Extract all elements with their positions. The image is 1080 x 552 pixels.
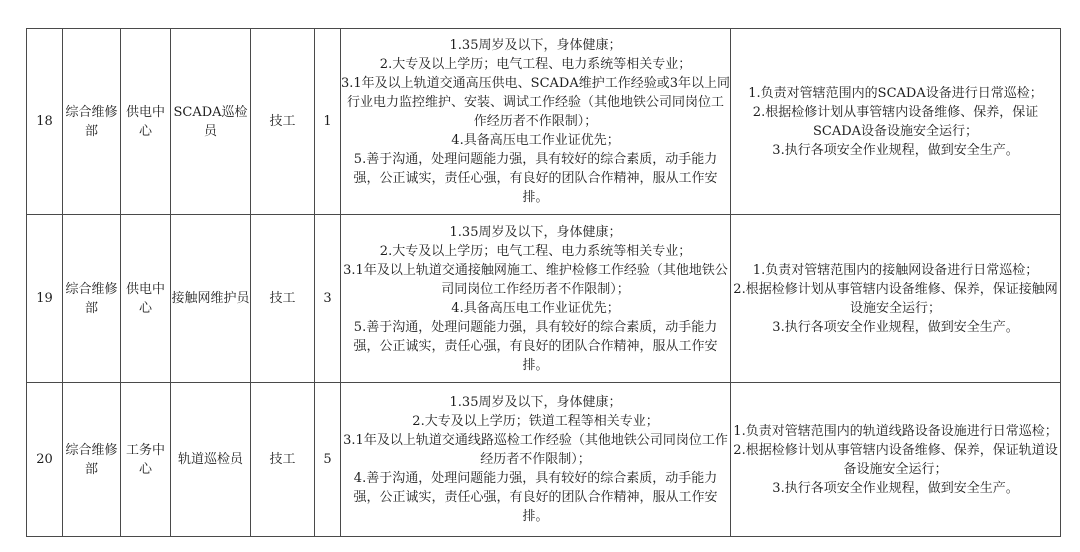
position-cell: 轨道巡检员: [171, 383, 251, 537]
position-cell: SCADA巡检员: [171, 29, 251, 215]
department-cell: 综合维修部: [63, 215, 121, 383]
category-cell: 技工: [251, 29, 315, 215]
duty-item: 1.负责对管辖范围内的接触网设备进行日常巡检；: [752, 262, 1039, 278]
center-cell: 工务中心: [121, 383, 171, 537]
category-cell: 技工: [251, 215, 315, 383]
table-row-18: [27, 29, 1061, 215]
headcount-cell: 3: [315, 215, 341, 383]
position-cell: 接触网维护员: [171, 215, 251, 383]
requirement-item: 4.善于沟通，处理问题能力强，具有较好的综合素质，动手能力强，公正诚实，责任心强，有良好的团队合作精神，服从工作安排。: [353, 471, 718, 524]
category-cell: 技工: [251, 383, 315, 537]
headcount-cell: 5: [315, 383, 341, 537]
headcount-cell: 1: [315, 29, 341, 215]
department-cell: 综合维修部: [63, 29, 121, 215]
duty-item: 3.执行各项安全作业规程，做到安全生产。: [772, 142, 1019, 158]
requirement-item: 4.具备高压电工作业证优先；: [451, 300, 620, 316]
table-row-20: [27, 383, 1061, 537]
job-table: [26, 28, 1061, 537]
duty-item: 1.负责对管辖范围内的SCADA设备进行日常巡检；: [748, 85, 1043, 101]
requirement-item: 3.1年及以上轨道交通接触网施工、维护检修工作经验（其他地铁公司同岗位工作经历者不作限制）；: [343, 262, 728, 297]
department-cell: 综合维修部: [63, 383, 121, 537]
duties-cell: [731, 383, 1061, 537]
requirements-cell: [341, 383, 731, 537]
requirement-item: 4.具备高压电工作业证优先；: [451, 133, 620, 148]
row-number: 18: [27, 29, 63, 215]
requirement-item: 5.善于沟通，处理问题能力强，具有较好的综合素质，动手能力强，公正诚实，责任心强，有良好的团队合作精神，服从工作安排。: [353, 319, 718, 373]
row-number: 19: [27, 215, 63, 383]
duty-item: 3.执行各项安全作业规程，做到安全生产。: [772, 319, 1019, 335]
requirement-item: 1.35周岁及以下，身体健康；: [449, 395, 622, 410]
table-row-19: [27, 215, 1061, 383]
requirement-item: 3.1年及以上轨道交通线路巡检工作经验（其他地铁公司同岗位工作经历者不作限制）；: [343, 433, 728, 467]
requirement-item: 2.大专及以上学历；电气工程、电力系统等相关专业；: [379, 57, 692, 72]
duty-item: 2.根据检修计划从事管辖内设备维修、保养，保证接触网设施安全运行；: [733, 281, 1058, 316]
row-number: 20: [27, 383, 63, 537]
requirement-item: 1.35周岁及以下，身体健康；: [449, 38, 622, 53]
center-cell: 供电中心: [121, 215, 171, 383]
requirement-item: 2.大专及以上学历；电气工程、电力系统等相关专业；: [379, 243, 692, 259]
requirement-item: 3.1年及以上轨道交通高压供电、SCADA维护工作经验或3年以上同行业电力监控维护、安装、调试工作经验（其他地铁公司同岗位工作经历者不作限制）；: [341, 76, 730, 129]
duty-item: 1.负责对管辖范围内的轨道线路设备设施进行日常巡检；: [733, 423, 1058, 439]
duties-cell: [731, 215, 1061, 383]
duty-item: 2.根据检修计划从事管辖内设备维修、保养，保证SCADA设备设施安全运行；: [752, 104, 1039, 139]
duty-item: 3.执行各项安全作业规程，做到安全生产。: [772, 480, 1019, 496]
duty-item: 2.根据检修计划从事管辖内设备维修、保养，保证轨道设备设施安全运行；: [733, 442, 1058, 477]
center-cell: 供电中心: [121, 29, 171, 215]
requirement-item: 1.35周岁及以下，身体健康；: [449, 224, 622, 240]
requirement-item: 2.大专及以上学历；铁道工程等相关专业；: [412, 414, 659, 429]
requirement-item: 5.善于沟通，处理问题能力强，具有较好的综合素质，动手能力强，公正诚实，责任心强，有良好的团队合作精神，服从工作安排。: [353, 152, 718, 205]
requirements-cell: [341, 215, 731, 383]
duties-cell: [731, 29, 1061, 215]
requirements-cell: [341, 29, 731, 215]
